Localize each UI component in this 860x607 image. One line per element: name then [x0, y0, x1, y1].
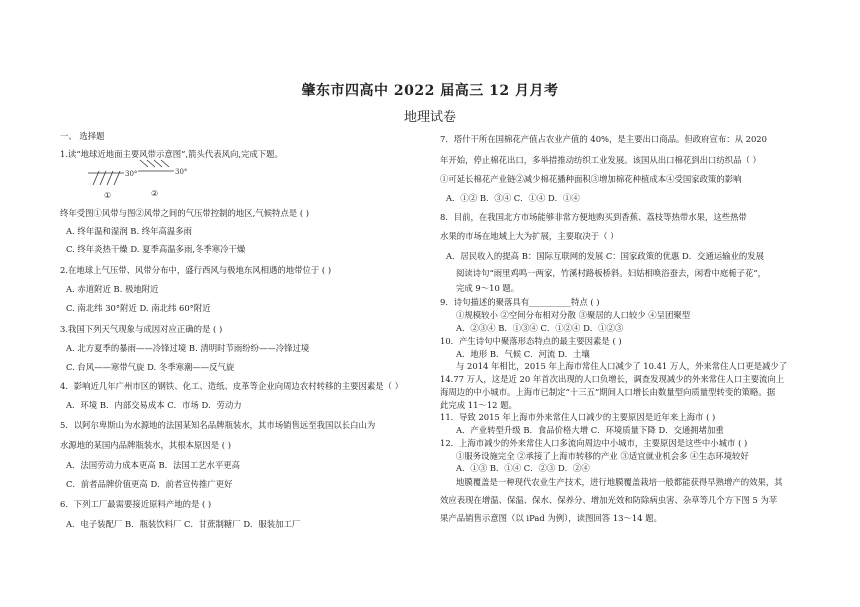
right-line: 12．上海市减少的外来常住人口多流向周边中小城市，主要原因是这些中小城市 ( ) — [440, 438, 748, 448]
right-line: 10．产生诗句中聚落形态特点的最主要因素是 ( ) — [440, 336, 622, 346]
right-line: 与 2014 年相比，2015 年上海市常住人口减少了 10.41 万人，外来常住人口更是减少了 — [456, 361, 788, 371]
right-line: A．①② B．③④ C．①④ D．①④ — [446, 193, 580, 203]
left-line: A. 赤道附近 B. 极地附近 — [66, 284, 159, 294]
right-line: A．地形 B．气候 C．河流 D．土壤 — [456, 349, 590, 359]
arrow-2b — [147, 160, 155, 167]
left-line: 4．影响近几年广州市区的钢铁、化工、造纸、皮革等企业向周边农村转移的主要因素是（ ） — [60, 381, 403, 391]
right-line: 海周边的中小城市。上海市已制定“十三五”期间人口增长由数量型向质量型转变的策略。据 — [440, 387, 776, 397]
right-line: 水果的市场在地域上大为扩展，主要取决于（ ） — [440, 231, 619, 241]
left-line: A．法国劳动力成本更高 B．法国工艺水平更高 — [66, 460, 240, 470]
left-line: A. 终年温和湿润 B. 终年高温多雨 — [66, 226, 193, 236]
left-line: 6．下列工厂最需要接近原料产地的是 ( ) — [60, 499, 212, 509]
left-line: 3.我国下列天气现象与成因对应正确的是 ( ) — [60, 324, 223, 334]
right-line: ①可延长棉花产业链②减少棉花播种面积③增加棉花种植成本④受国家政策的影响 — [440, 174, 742, 184]
right-line: 效应表现在增温、保温、保水、保养分、增加光效和防除病虫害、杂草等几个方下图 5 为苹 — [440, 495, 778, 505]
right-line: 8．目前，在我国北方市场能够非常方便地购买到香蕉、荔枝等热带水果，这些热带 — [440, 212, 747, 222]
latitude-label-2: 30° — [175, 168, 188, 176]
right-line: A．①③ B．①④ C．②③ D．②④ — [456, 463, 590, 473]
right-line: 9．诗句描述的聚落具有__________特点 ( ) — [440, 297, 600, 307]
latitude-label-1: 30° — [125, 170, 138, 178]
left-line: C. 终年炎热干燥 D. 夏季高温多雨,冬季寒冷干燥 — [66, 244, 246, 254]
arrow-1b — [100, 171, 106, 185]
left-line: C．前者品牌价值更高 D．前者宣传推广更好 — [66, 479, 233, 489]
wind-belt-1 — [88, 171, 124, 185]
arrow-2c — [154, 160, 162, 167]
left-line: 水源地的某国内品牌瓶装水，其根本原因是 ( ) — [60, 440, 231, 450]
right-line: A．产业转型升级 B．食品价格大增 C．环境质量下降 D．交通拥堵加重 — [456, 425, 724, 435]
right-line: A．②③④ B．①③④ C．①②④ D．①②③ — [456, 323, 624, 333]
right-line: 14.77 万人，这是近 20 年首次出现的人口负增长，调查发现减少的外来常住人口主要流向上 — [440, 374, 785, 384]
arrow-1d — [114, 171, 120, 185]
right-line: ①服务设施完全 ②承接了上海市转移的产业 ③适宜就业机会多 ④生态环境较好 — [456, 451, 749, 461]
page-title: 肇东市四高中 2022 届高三 12 月月考 — [301, 83, 559, 99]
left-line: A．环境 B．内部交易成本 C．市场 D．劳动力 — [66, 400, 242, 410]
right-line: A．居民收入的提高 B：国际互联网的发展 C：国家政策的优惠 D．交通运输业的发展 — [446, 251, 765, 261]
right-line: 地膜覆盖是一种现代农业生产技术，进行地膜覆盖栽培一般都能获得早熟增产的效果，其 — [456, 477, 783, 487]
left-line: A. 北方夏季的暴雨——冷锋过境 B. 清明时节雨纷纷——冷锋过境 — [66, 343, 310, 353]
left-line: 1.读“地球近地面主要风带示意图”,箭头代表风向,完成下题。 — [60, 149, 283, 159]
left-line: C. 南北纬 30°附近 D. 南北纬 60°附近 — [66, 303, 211, 313]
wind-belt-2 — [138, 160, 174, 171]
arrow-1c — [107, 171, 113, 185]
right-line: 11．导致 2015 年上海市外来常住人口减少的主要原因是近年来上海市 ( ) — [440, 412, 716, 422]
right-line: 阅读诗句“雨里鸡鸣一两家，竹溪村路板桥斜。妇姑相唤浴蚕去，闲看中庭栀子花”， — [456, 268, 767, 278]
arrow-2d — [161, 160, 169, 167]
right-line: ①规模较小 ②空间分布相对分散 ③聚居的人口较少 ④呈团聚型 — [456, 310, 691, 320]
right-line: 果产品销售示意图（以 iPad 为例），读图回答 13～14 题。 — [440, 513, 662, 523]
left-line: A．电子装配厂 B．瓶装饮料厂 C．甘蔗制糖厂 D．服装加工厂 — [66, 519, 301, 529]
right-line: 完成 9～10 题。 — [456, 283, 520, 293]
left-line: 2.在地球上气压带、风带分布中，盛行西风与极地东风相遇的地带位于 ( ) — [60, 265, 332, 275]
arrow-1a — [93, 171, 99, 185]
page-subtitle: 地理试卷 — [403, 110, 456, 125]
belt-number-2: ② — [151, 189, 159, 198]
right-line: 年开始，停止棉花出口，多举措推动纺织工业发展。该国从出口棉花到出口纺织品（ ） — [440, 155, 761, 165]
left-line: C. 台风——寒带气旋 D. 冬季寒潮——反气旋 — [66, 362, 235, 372]
belt-number-1: ① — [104, 191, 112, 200]
right-line: 此完成 11～12 题。 — [440, 400, 517, 410]
arrow-2a — [140, 160, 148, 167]
left-line: 终年受图①风带与图②风带之间的气压带控制的地区,气候特点是 ( ) — [60, 208, 310, 218]
right-line: 7．塔什干所在国棉花产值占农业产值的 40%，是主要出口商品。但政府宣布：从 2020 — [440, 134, 767, 144]
left-line: 一、 选择题 — [60, 131, 105, 141]
left-line: 5．以阿尔卑斯山为水源地的法国某知名品牌瓶装水，其市场销售远至我国以长白山为 — [60, 420, 376, 430]
